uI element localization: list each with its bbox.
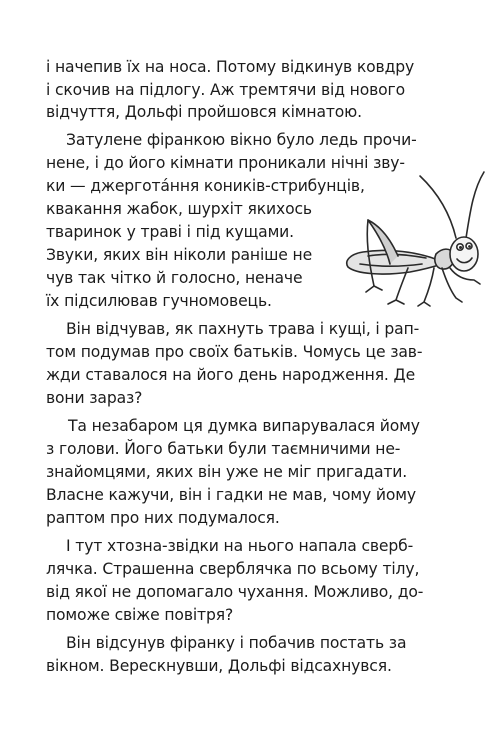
text-line: квакання жабок, шурхіт якихось	[46, 200, 312, 218]
text-line: вони зараз?	[46, 389, 143, 407]
grasshopper-illustration	[338, 168, 488, 313]
text-line: лячка. Страшенна сверблячка по всьому тілу,	[46, 560, 420, 578]
paragraph-first-line: Та незабаром ця думка випарувалася йому	[68, 417, 420, 435]
text-line: чув так чітко й голосно, неначе	[46, 269, 303, 287]
paragraph-first-line: Він відчував, як пахнуть трава і кущі, і рап-	[66, 320, 420, 338]
text-line: том подумав про своїх батьків. Чомусь це зав-	[46, 343, 423, 361]
text-line: від якої не допомагало чухання. Можливо, до-	[46, 583, 424, 601]
text-line: тваринок у траві і під кущами.	[46, 223, 294, 241]
text-line: поможе свіже повітря?	[46, 606, 234, 624]
text-line: нене, і до його кімнати проникали нічні зву-	[46, 154, 405, 172]
text-line: Звуки, яких він ніколи раніше не	[46, 246, 313, 264]
text-line: і скочив на підлогу. Аж тремтячи від нового	[46, 81, 405, 99]
text-line: раптом про них подумалося.	[46, 509, 280, 527]
text-line: вікном. Верескнувши, Дольфі відсахнувся.	[46, 657, 392, 675]
text-line: Власне кажучи, він і гадки не мав, чому йому	[46, 486, 416, 504]
text-line: з голови. Його батьки були таємничими не-	[46, 440, 401, 458]
paragraph-first-line: І тут хтозна-звідки на нього напала сверб-	[66, 537, 414, 555]
text-line: і начепив їх на носа. Потому відкинув ковдру	[46, 58, 415, 76]
text-line: знайомцями, яких він уже не міг пригадати.	[46, 463, 408, 481]
text-line: жди ставалося на його день народження. Де	[46, 366, 416, 384]
text-line: відчуття, Дольфі пройшовся кімнатою.	[46, 103, 362, 121]
paragraph-first-line: Він відсунув фіранку і побачив постать за	[66, 634, 407, 652]
paragraph-first-line: Затулене фіранкою вікно було ледь прочи-	[66, 131, 417, 149]
text-line: їх підсилював гучномовець.	[46, 292, 272, 310]
text-line: ки — джерготáння коників-стрибунців,	[46, 177, 365, 195]
